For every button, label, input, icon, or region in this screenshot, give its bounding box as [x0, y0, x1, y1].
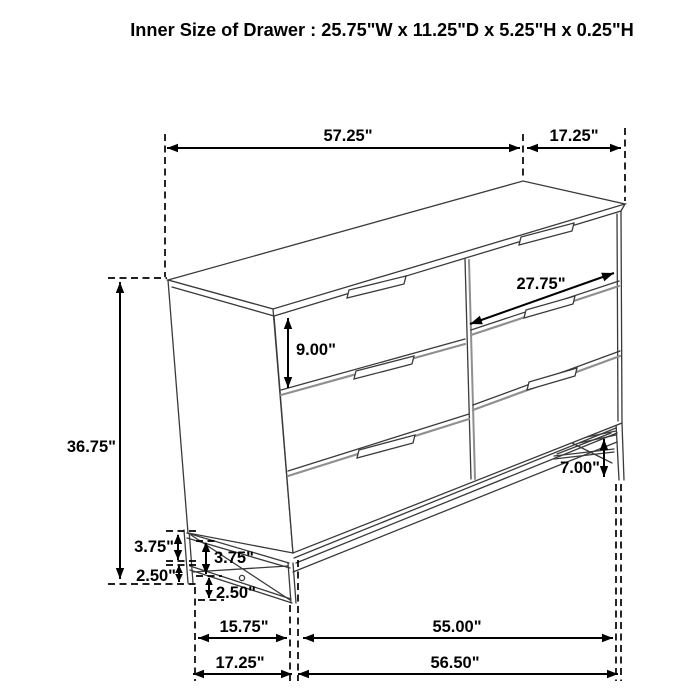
dim-label-foot-outer: 2.50" — [136, 567, 176, 585]
dim-label-base-front-span: 55.00" — [432, 618, 482, 636]
dim-label-top-depth: 17.25" — [549, 127, 599, 145]
dim-label-frame-offset-outer: 3.75" — [134, 538, 174, 556]
dim-label-bottom-width: 56.50" — [430, 654, 480, 672]
dim-foot-outer — [136, 565, 183, 585]
dim-label-base-clearance: 7.00" — [560, 459, 600, 477]
dim-label-drawer-width: 27.75" — [516, 275, 566, 293]
dim-label-foot-inner: 2.50" — [216, 584, 256, 602]
dim-label-frame-offset-inner: 3.75" — [214, 549, 254, 567]
diagram-title: Inner Size of Drawer : 25.75"W x 11.25"D x 5.25"H x 0.25"H — [130, 20, 634, 40]
dim-label-base-side-span: 15.75" — [219, 618, 269, 636]
dim-label-overall-height: 36.75" — [66, 438, 116, 456]
dim-label-top-width: 57.25" — [323, 127, 373, 145]
dim-label-drawer-height: 9.00" — [296, 341, 336, 359]
dim-label-bottom-depth: 17.25" — [215, 654, 265, 672]
